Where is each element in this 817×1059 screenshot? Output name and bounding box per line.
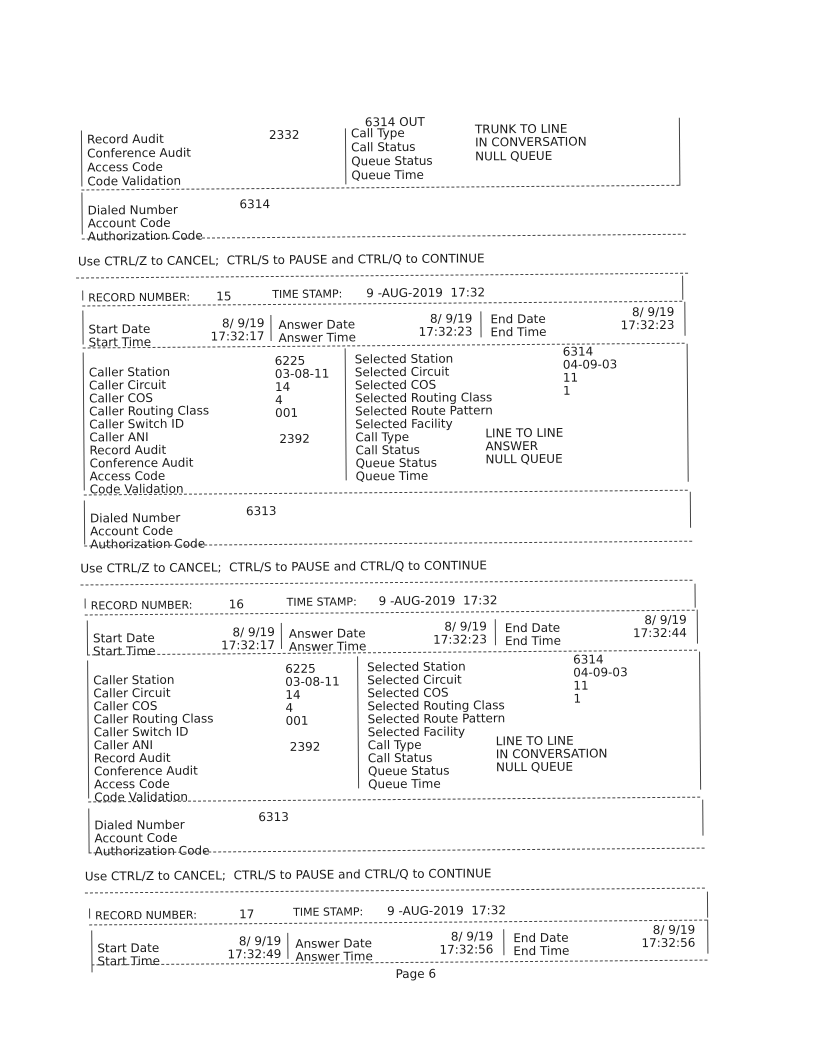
column-divider xyxy=(287,933,288,959)
call-type-label: Call Type xyxy=(350,125,405,141)
end-date-value: 8/ 9/19 xyxy=(652,922,696,938)
record-audit-value: 2332 xyxy=(268,127,300,143)
continue-prompt: Use CTRL/Z to CANCEL; CTRL/S to PAUSE and CTRL/Q to CONTINUE xyxy=(77,251,485,269)
start-date-label: Start Date xyxy=(88,321,151,337)
record-number-value: 15 xyxy=(216,289,232,304)
time-stamp-label: TIME STAMP: xyxy=(272,287,343,301)
queue-status-value: NULL QUEUE xyxy=(495,759,574,775)
record-audit-label: Record Audit xyxy=(86,131,164,147)
queue-status-label: Queue Status xyxy=(355,455,438,471)
time-stamp-value: 9 -AUG-2019 17:32 xyxy=(387,903,507,919)
right-border xyxy=(699,652,701,790)
caller-circuit-value: 03-08-11 xyxy=(274,366,330,381)
answer-date-label: Answer Date xyxy=(288,626,366,641)
left-border xyxy=(81,192,82,234)
right-border xyxy=(690,492,691,528)
conference-audit-label: Conference Audit xyxy=(89,455,194,471)
selected-routing-class-value: 1 xyxy=(562,383,571,398)
caller-switch-id-label: Caller Switch ID xyxy=(93,724,189,740)
call-type-label: Call Type xyxy=(367,737,422,753)
call-type-value: LINE TO LINE xyxy=(485,425,564,441)
account-code-label: Account Code xyxy=(87,215,171,231)
queue-status-label: Queue Status xyxy=(351,153,433,169)
caller-routing-class-value: 4 xyxy=(274,392,283,407)
conference-audit-label: Conference Audit xyxy=(87,145,192,161)
time-stamp-value: 9 -AUG-2019 17:32 xyxy=(366,285,486,301)
selected-routing-class-label: Selected Routing Class xyxy=(354,390,493,406)
column-divider xyxy=(495,619,496,645)
end-time-value: 17:32:23 xyxy=(620,317,675,333)
queue-status-label: Queue Status xyxy=(367,763,450,779)
selected-cos-value: 11 xyxy=(562,370,579,385)
dialed-number-label: Dialed Number xyxy=(94,817,185,833)
call-status-value: IN CONVERSATION xyxy=(495,746,608,762)
left-border xyxy=(82,290,83,300)
start-date-value: 8/ 9/19 xyxy=(221,316,265,331)
left-border xyxy=(91,930,92,964)
left-border xyxy=(88,808,89,852)
column-divider xyxy=(345,348,347,480)
call-status-label: Call Status xyxy=(355,442,420,458)
end-date-label: End Date xyxy=(513,930,569,946)
caller-ani-label: Caller ANI xyxy=(89,429,149,445)
record-number-value: 17 xyxy=(239,907,255,922)
caller-station-value: 6225 xyxy=(285,661,316,676)
selected-circuit-value: 04-09-03 xyxy=(562,357,618,372)
start-date-label: Start Date xyxy=(97,940,160,956)
selected-route-pattern-label: Selected Route Pattern xyxy=(367,711,506,727)
caller-cos-label: Caller COS xyxy=(88,390,154,406)
authorization-code-label: Authorization Code xyxy=(90,536,206,552)
start-time-label: Start Time xyxy=(92,643,156,659)
authorization-code-label: Authorization Code xyxy=(94,843,210,859)
caller-switch-id-value: 001 xyxy=(285,713,309,728)
answer-time-label: Answer Time xyxy=(278,330,357,345)
end-time-value: 17:32:44 xyxy=(632,625,687,641)
start-time-label: Start Time xyxy=(88,334,152,350)
selected-cos-value: 11 xyxy=(573,678,589,693)
page-number: Page 6 xyxy=(395,966,437,982)
caller-routing-class-label: Caller Routing Class xyxy=(89,403,210,419)
caller-cos-label: Caller COS xyxy=(93,698,158,714)
right-border xyxy=(682,276,683,300)
right-border xyxy=(679,118,681,186)
answer-date-label: Answer Date xyxy=(278,317,356,332)
code-validation-label: Code Validation xyxy=(89,481,184,497)
caller-station-value: 6225 xyxy=(274,353,306,368)
selected-station-value: 6314 xyxy=(573,652,604,667)
caller-circuit-value: 03-08-11 xyxy=(285,674,340,689)
record-number-value: 16 xyxy=(228,597,244,612)
record-top-rule xyxy=(80,580,692,586)
dialed-number-value: 6313 xyxy=(245,503,277,519)
code-validation-label: Code Validation xyxy=(94,789,189,805)
dialed-number-label: Dialed Number xyxy=(87,202,178,218)
answer-time-label: Answer Time xyxy=(295,949,373,964)
call-status-label: Call Status xyxy=(367,750,433,766)
end-date-value: 8/ 9/19 xyxy=(631,304,675,320)
queue-status-value: NULL QUEUE xyxy=(475,148,553,164)
record-top-rule xyxy=(76,273,688,279)
selected-cos-label: Selected COS xyxy=(367,685,449,701)
record-number-label: RECORD NUMBER: xyxy=(90,598,193,613)
account-code-label: Account Code xyxy=(94,830,178,846)
caller-switch-id-value: 001 xyxy=(275,405,299,420)
start-time-value: 17:32:17 xyxy=(210,329,265,344)
record-audit-value: 2392 xyxy=(279,431,310,446)
answer-date-value: 8/ 9/19 xyxy=(429,311,473,326)
left-border xyxy=(91,964,92,972)
selected-station-label: Selected Station xyxy=(367,659,466,675)
call-type-value: TRUNK TO LINE xyxy=(474,121,568,137)
caller-routing-class-label: Caller Routing Class xyxy=(93,711,214,727)
start-date-value: 8/ 9/19 xyxy=(232,624,275,640)
access-code-label: Access Code xyxy=(94,776,170,792)
column-divider xyxy=(345,128,346,184)
end-date-label: End Date xyxy=(490,311,546,327)
left-border xyxy=(87,660,89,798)
selected-facility-label: Selected Facility xyxy=(355,416,453,432)
start-date-label: Start Date xyxy=(92,630,155,646)
column-divider xyxy=(357,656,359,788)
access-code-label: Access Code xyxy=(87,159,163,175)
answer-date-label: Answer Date xyxy=(295,936,373,951)
answer-time-label: Answer Time xyxy=(288,639,367,654)
caller-cos-value: 14 xyxy=(285,687,301,702)
continue-prompt: Use CTRL/Z to CANCEL; CTRL/S to PAUSE and CTRL/Q to CONTINUE xyxy=(80,558,488,576)
call-status-value: IN CONVERSATION xyxy=(474,134,587,150)
left-border xyxy=(84,500,85,544)
time-stamp-label: TIME STAMP: xyxy=(286,595,357,609)
time-stamp-label: TIME STAMP: xyxy=(293,905,364,919)
column-divider xyxy=(480,311,481,337)
queue-status-value: NULL QUEUE xyxy=(485,451,563,467)
answer-time-value: 17:32:23 xyxy=(432,632,487,647)
right-border xyxy=(707,920,708,954)
right-border xyxy=(687,344,689,482)
end-date-label: End Date xyxy=(504,620,561,636)
selected-circuit-value: 04-09-03 xyxy=(573,665,628,680)
selected-station-label: Selected Station xyxy=(354,351,454,367)
left-border xyxy=(82,310,83,344)
caller-ani-label: Caller ANI xyxy=(93,737,154,753)
caller-routing-class-value: 4 xyxy=(285,700,294,715)
left-border xyxy=(83,352,85,490)
answer-date-value: 8/ 9/19 xyxy=(444,619,487,634)
call-status-label: Call Status xyxy=(351,139,416,155)
left-border xyxy=(85,598,86,608)
right-border xyxy=(684,302,685,336)
selected-routing-class-label: Selected Routing Class xyxy=(367,698,505,714)
conference-audit-label: Conference Audit xyxy=(93,763,198,779)
call-type-value: LINE TO LINE xyxy=(495,733,574,749)
selected-routing-class-value: 1 xyxy=(573,691,582,706)
caller-circuit-label: Caller Circuit xyxy=(93,685,171,701)
call-type-label: Call Type xyxy=(355,429,410,445)
caller-cos-value: 14 xyxy=(274,379,291,394)
section-divider xyxy=(83,343,685,349)
start-time-value: 17:32:49 xyxy=(227,946,282,962)
right-border xyxy=(695,584,696,608)
record-top-rule xyxy=(85,888,705,894)
queue-time-label: Queue Time xyxy=(355,468,429,484)
end-time-label: End Time xyxy=(513,943,570,959)
continue-prompt: Use CTRL/Z to CANCEL; CTRL/S to PAUSE and CTRL/Q to CONTINUE xyxy=(84,866,492,884)
record-audit-label: Record Audit xyxy=(89,442,167,458)
selected-circuit-label: Selected Circuit xyxy=(354,364,450,380)
record-audit-value: 2392 xyxy=(289,739,321,754)
column-divider xyxy=(270,315,271,341)
dialed-number-value: 6314 xyxy=(239,197,271,212)
column-divider xyxy=(281,623,282,649)
authorization-code-label: Authorization Code xyxy=(87,228,203,244)
start-time-label: Start Time xyxy=(97,953,161,969)
trunk-out-label: 6314 OUT xyxy=(364,114,425,130)
caller-station-label: Caller Station xyxy=(93,672,175,688)
left-border xyxy=(81,130,82,186)
end-date-value: 8/ 9/19 xyxy=(644,612,687,628)
right-border xyxy=(702,800,703,836)
record-audit-label: Record Audit xyxy=(93,750,171,766)
answer-time-value: 17:32:56 xyxy=(439,942,494,957)
selected-cos-label: Selected COS xyxy=(354,377,437,393)
record-number-label: RECORD NUMBER: xyxy=(95,908,197,923)
answer-date-value: 8/ 9/19 xyxy=(450,929,494,944)
code-validation-label: Code Validation xyxy=(87,173,182,189)
record-number-label: RECORD NUMBER: xyxy=(88,290,191,305)
answer-time-value: 17:32:23 xyxy=(418,324,473,339)
end-time-value: 17:32:56 xyxy=(641,935,696,951)
dialed-number-value: 6313 xyxy=(258,809,289,825)
queue-time-label: Queue Time xyxy=(368,776,441,792)
column-divider xyxy=(503,929,504,955)
selected-station-value: 6314 xyxy=(562,344,594,359)
caller-circuit-label: Caller Circuit xyxy=(88,377,167,393)
end-time-label: End Time xyxy=(504,633,562,649)
left-border xyxy=(87,620,88,654)
right-border xyxy=(697,610,698,644)
access-code-label: Access Code xyxy=(89,468,166,484)
account-code-label: Account Code xyxy=(90,523,174,539)
selected-route-pattern-label: Selected Route Pattern xyxy=(355,403,493,419)
left-border xyxy=(89,908,90,918)
right-border xyxy=(707,892,708,918)
caller-station-label: Caller Station xyxy=(88,364,171,380)
start-date-value: 8/ 9/19 xyxy=(238,933,282,949)
start-time-value: 17:32:17 xyxy=(221,637,276,653)
selected-facility-label: Selected Facility xyxy=(367,724,466,740)
time-stamp-value: 9 -AUG-2019 17:32 xyxy=(378,593,498,609)
dialed-number-label: Dialed Number xyxy=(89,510,181,526)
call-status-value: ANSWER xyxy=(485,438,539,454)
selected-circuit-label: Selected Circuit xyxy=(367,672,462,688)
caller-switch-id-label: Caller Switch ID xyxy=(89,416,185,432)
end-time-label: End Time xyxy=(490,324,547,340)
queue-time-label: Queue Time xyxy=(351,167,424,183)
